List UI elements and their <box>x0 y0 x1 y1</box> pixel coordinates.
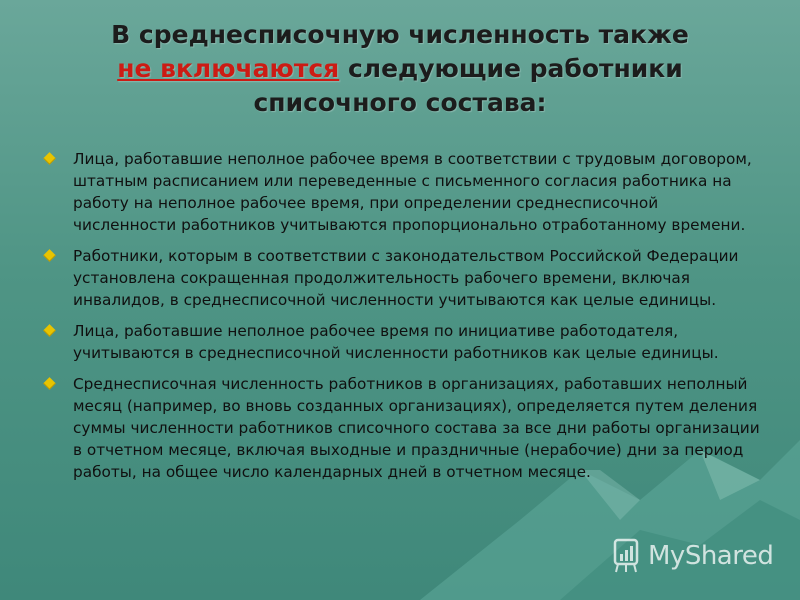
list-item <box>45 148 765 236</box>
chart-logo-icon <box>612 538 642 574</box>
diamond-bullet-icon <box>43 249 56 262</box>
list-item <box>45 373 765 483</box>
title-line-2-rest: следующие работники <box>339 54 683 83</box>
bullet-list <box>45 148 765 492</box>
bullet-text: Работники, которым в соответствии с законодательством Российской Федерации установлена сокращенная продолжительность рабочего времени, включая инвалидов, в среднесписочной численности учитываются как целые единицы. <box>73 247 739 309</box>
title-highlight: не включаются <box>117 54 340 83</box>
bullet-text: Лица, работавшие неполное рабочее время по инициативе работодателя, учитываются в среднесписочной численности работников как целые единицы. <box>73 322 719 362</box>
bullet-text: Среднесписочная численность работников в организациях, работавших неполный месяц (например, во вновь созданных организациях), определяется путем деления суммы численности работников списочного состава за все дни работы организации в отчетном месяце, включая выходные и праздничные (нерабочие) дни за период работы, на общее число календарных дней в отчетном месяце. <box>73 375 760 481</box>
watermark-text: MyShared <box>648 541 774 571</box>
title-line-2 <box>40 52 760 86</box>
title-line-3: списочного состава: <box>253 88 547 117</box>
list-item <box>45 245 765 311</box>
slide-title <box>40 18 760 120</box>
watermark <box>612 536 773 576</box>
list-item <box>45 320 765 364</box>
title-line-1: В среднесписочную численность также <box>111 20 689 49</box>
diamond-bullet-icon <box>43 377 56 390</box>
bullet-text: Лица, работавшие неполное рабочее время в соответствии с трудовым договором, штатным расписанием или переведенные с письменного согласия работника на работу на неполное рабочее время, при определении среднесписочной численности работников учитываются пропорционально отработанному времени. <box>73 150 752 234</box>
diamond-bullet-icon <box>43 152 56 165</box>
diamond-bullet-icon <box>43 324 56 337</box>
